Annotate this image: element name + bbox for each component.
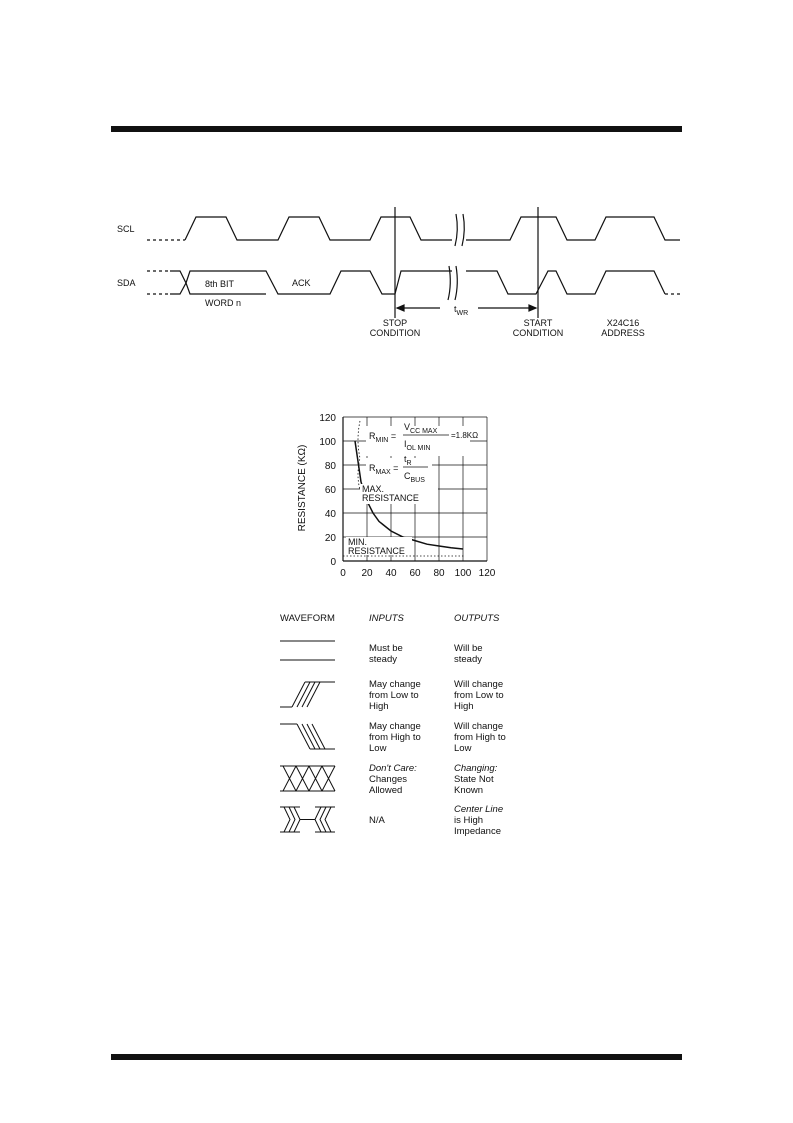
legend-row5-inputs-1: N/A bbox=[369, 815, 385, 826]
y-tick-label: 80 bbox=[324, 461, 336, 472]
ack-label: ACK bbox=[292, 278, 311, 288]
y-tick-label: 0 bbox=[330, 557, 336, 568]
legend-row1-outputs-2: steady bbox=[454, 654, 482, 665]
min-resistance-label-1: MIN. bbox=[348, 537, 367, 547]
max-resistance-label-1: MAX. bbox=[362, 484, 385, 494]
legend-row1-inputs-1: Must be bbox=[369, 643, 403, 654]
y-tick-label: 40 bbox=[324, 509, 336, 520]
scl-label: SCL bbox=[117, 224, 135, 234]
legend-row4-outputs-2: State Not bbox=[454, 774, 494, 785]
legend-row4-outputs-1: Changing: bbox=[454, 763, 498, 774]
twr-label: $t_{WR}$ bbox=[454, 304, 469, 317]
start-condition-label-2: CONDITION bbox=[512, 328, 564, 338]
address-label-1: X24C16 bbox=[606, 318, 640, 328]
address-label-2: ADDRESS bbox=[601, 328, 645, 338]
legend-row4-inputs-3: Allowed bbox=[369, 785, 403, 796]
x-tick-label: 100 bbox=[454, 568, 472, 579]
x-tick-label: 80 bbox=[433, 568, 445, 579]
svg-text:VCC MAX: $V_{CC MAX}$ bbox=[404, 422, 438, 435]
legend-header-inputs: INPUTS bbox=[369, 613, 404, 624]
y-tick-label: 120 bbox=[319, 413, 336, 424]
legend-row5-outputs-2: is High bbox=[454, 815, 484, 826]
legend-row4-inputs-2: Changes bbox=[369, 774, 408, 785]
legend-row3-outputs-3: Low bbox=[454, 743, 472, 754]
legend-row2-inputs-2: from Low to bbox=[369, 690, 419, 701]
legend-row3-outputs-1: Will change bbox=[454, 721, 504, 732]
svg-text:=1.8KΩ: =1.8KΩ bbox=[451, 431, 479, 440]
legend-row4-outputs-3: Known bbox=[454, 785, 484, 796]
bottom-rule bbox=[111, 1054, 682, 1060]
dont-care-waveform-icon bbox=[280, 766, 335, 791]
low-to-high-waveform-icon bbox=[280, 682, 335, 707]
legend-header-outputs: OUTPUTS bbox=[454, 613, 500, 624]
y-tick-label: 100 bbox=[319, 437, 336, 448]
start-condition-label-1: START bbox=[523, 318, 553, 328]
svg-text:RMIN =: $R_{MIN}$ = bbox=[369, 431, 397, 444]
legend-row5-outputs-1: Center Line bbox=[454, 804, 504, 815]
x-tick-label: 40 bbox=[385, 568, 397, 579]
svg-text:tR: $t_R$ bbox=[404, 454, 412, 467]
x-tick-label: 60 bbox=[409, 568, 421, 579]
legend-row2-outputs-1: Will change bbox=[454, 679, 504, 690]
legend-row2-inputs-1: May change bbox=[369, 679, 421, 690]
word-n-label: WORD n bbox=[205, 298, 241, 308]
legend-row5-outputs-3: Impedance bbox=[454, 826, 502, 837]
x-tick-label: 0 bbox=[340, 568, 346, 579]
y-axis-label: RESISTANCE (KΩ) bbox=[297, 444, 308, 532]
legend-row4-inputs-1: Don't Care: bbox=[369, 763, 417, 774]
eighth-bit-label: 8th BIT bbox=[205, 279, 235, 289]
legend-row2-inputs-3: High bbox=[369, 701, 389, 712]
legend-row3-inputs-2: from High to bbox=[369, 732, 421, 743]
legend-header-waveform: WAVEFORM bbox=[280, 613, 335, 624]
high-to-low-waveform-icon bbox=[280, 724, 335, 749]
legend-row1-outputs-1: Will be bbox=[454, 643, 483, 654]
x-tick-label: 20 bbox=[361, 568, 373, 579]
svg-text:CBUS: $C_{BUS}$ bbox=[404, 471, 425, 484]
sda-label: SDA bbox=[117, 278, 136, 288]
y-tick-label: 60 bbox=[324, 485, 336, 496]
x-tick-label: 120 bbox=[478, 568, 496, 579]
legend-row2-outputs-3: High bbox=[454, 701, 474, 712]
y-tick-label: 20 bbox=[324, 533, 336, 544]
max-resistance-label-2: RESISTANCE bbox=[362, 493, 419, 503]
min-resistance-label-2: RESISTANCE bbox=[348, 546, 405, 556]
steady-waveform-icon bbox=[280, 641, 335, 660]
legend-row3-inputs-1: May change bbox=[369, 721, 421, 732]
high-impedance-waveform-icon bbox=[280, 807, 335, 832]
svg-text:IOL MIN: $I_{OL MIN}$ bbox=[404, 439, 431, 452]
svg-text:RMAX =: $R_{MAX}$ = bbox=[369, 463, 399, 476]
legend-row1-inputs-2: steady bbox=[369, 654, 397, 665]
legend-row3-outputs-2: from High to bbox=[454, 732, 506, 743]
stop-condition-label-2: CONDITION bbox=[369, 328, 421, 338]
stop-condition-label-1: STOP bbox=[382, 318, 408, 328]
legend-row3-inputs-3: Low bbox=[369, 743, 387, 754]
legend-row2-outputs-2: from Low to bbox=[454, 690, 504, 701]
